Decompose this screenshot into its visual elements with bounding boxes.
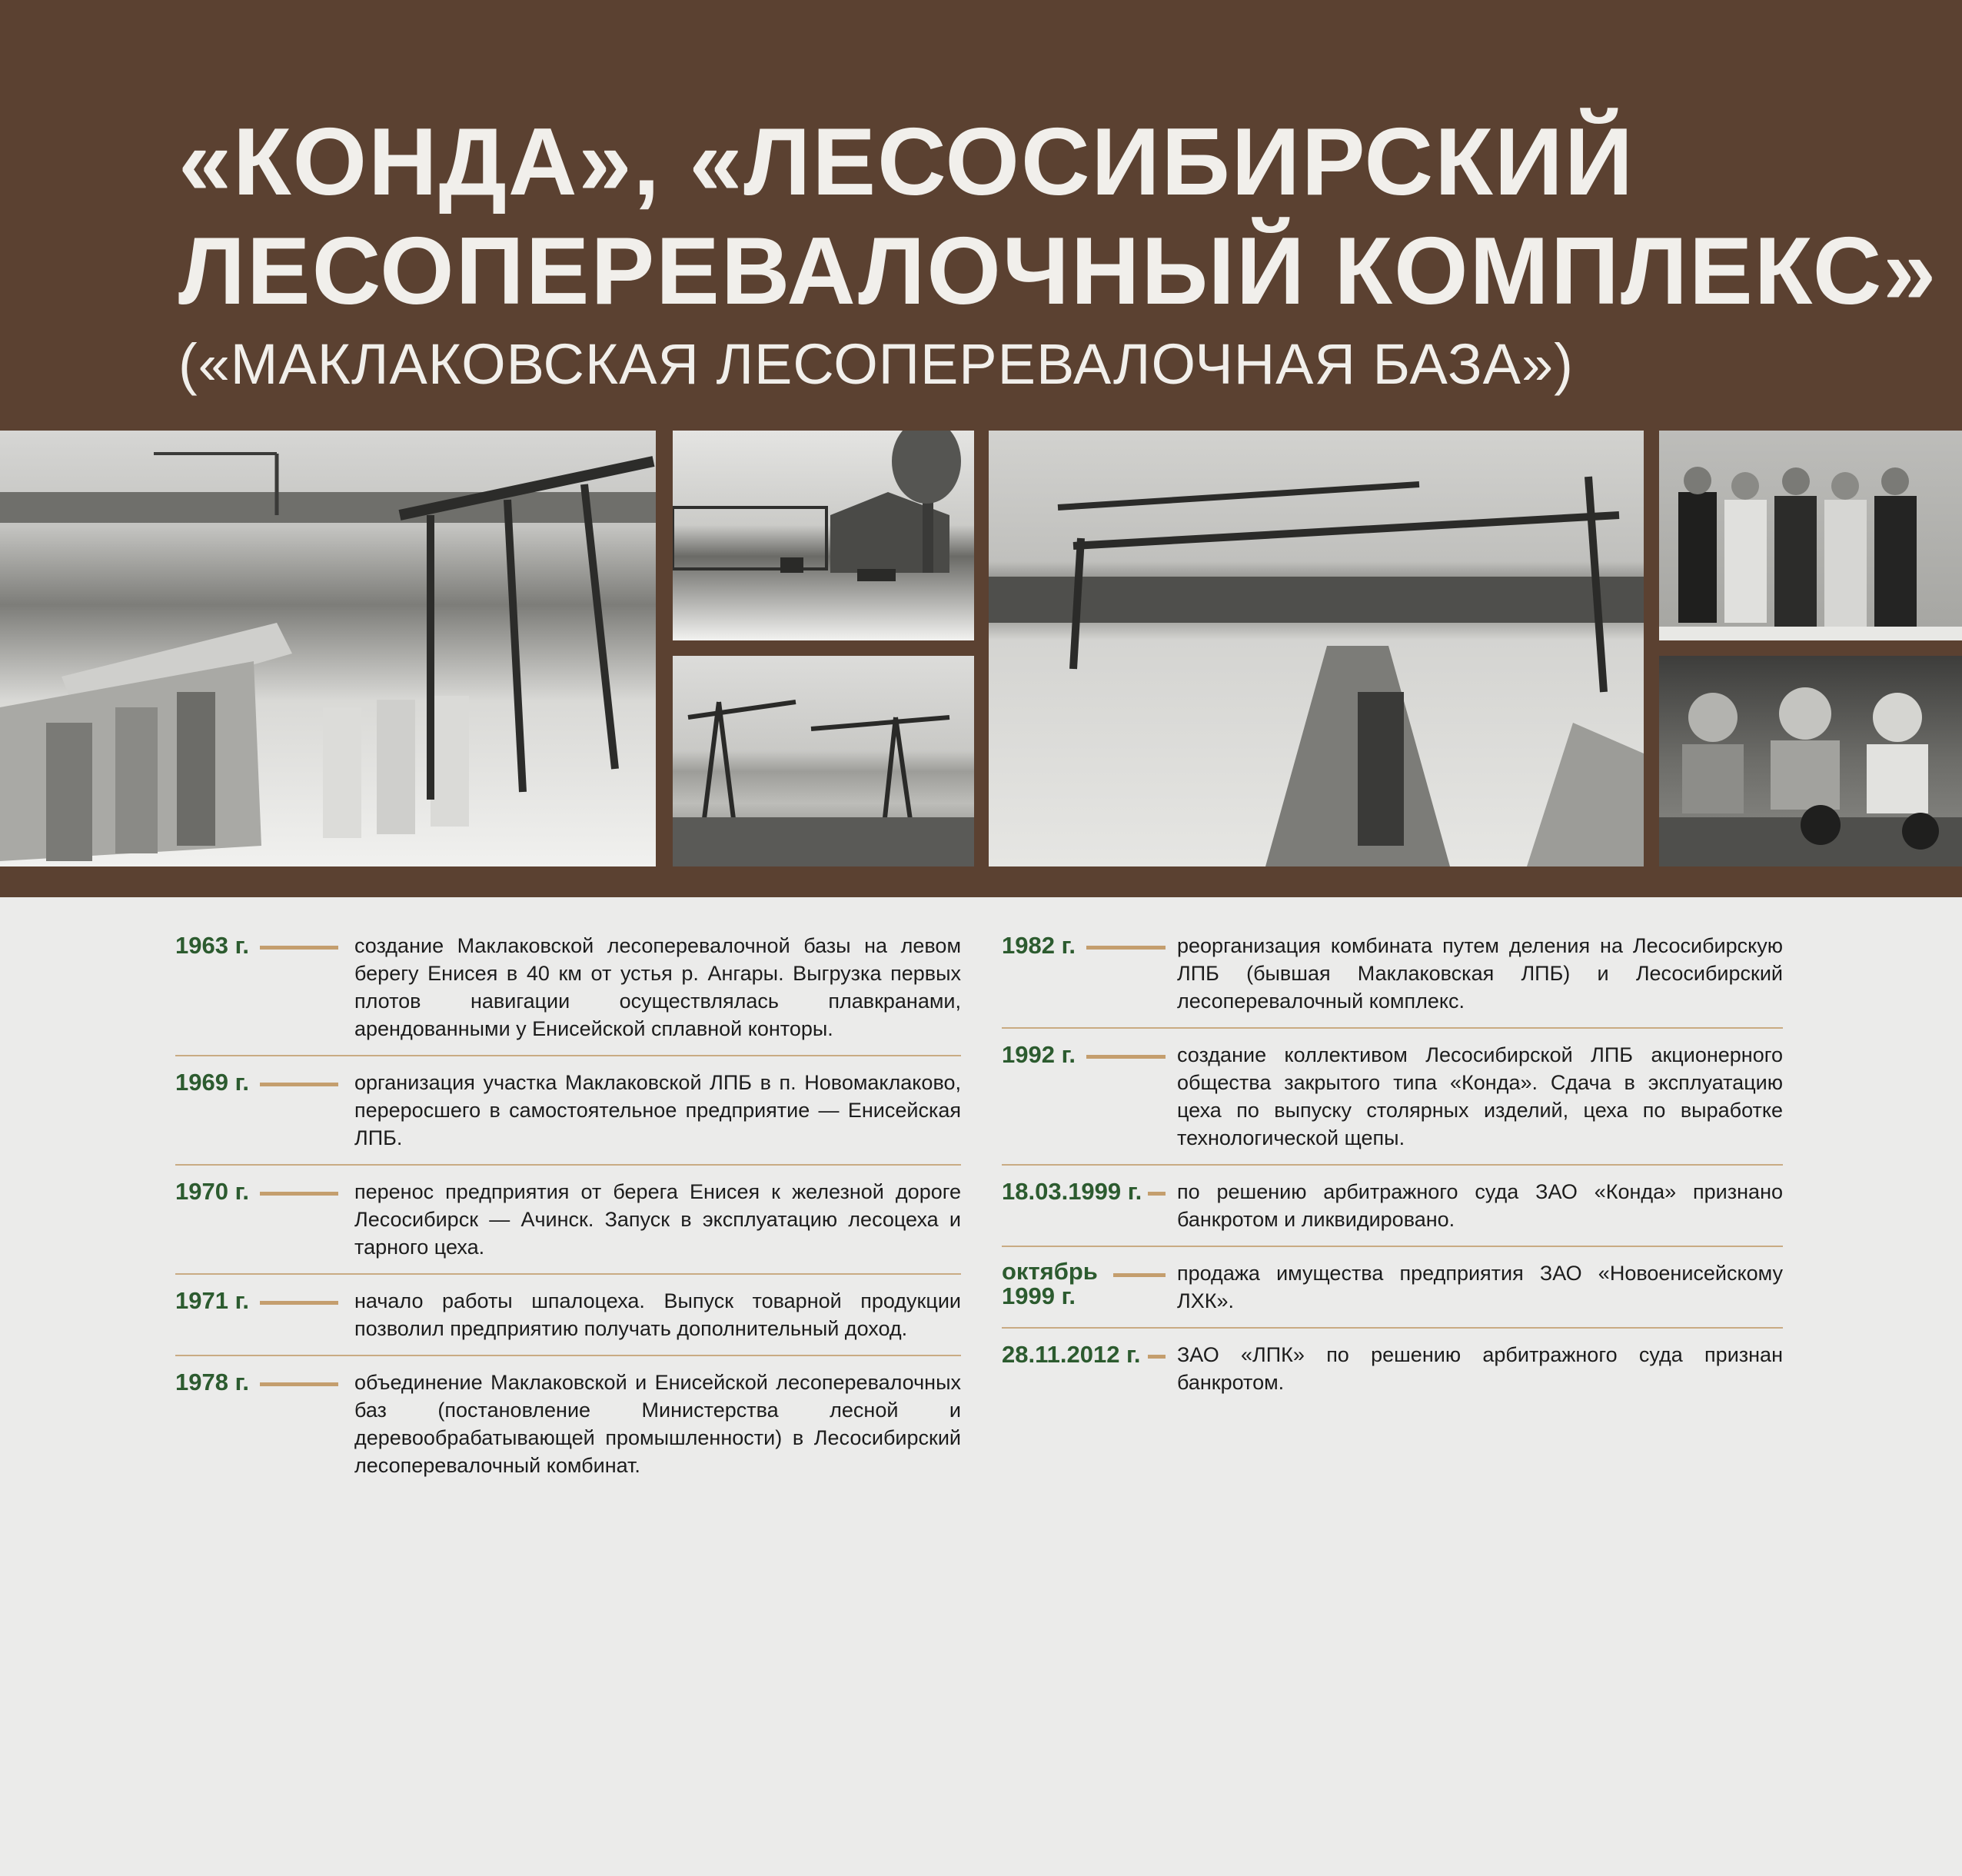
timeline-connector [1148, 1192, 1166, 1196]
timeline-year-line-1: октябрь [1002, 1258, 1098, 1285]
timeline-text: по решению арбитражного суда ЗАО «Конда» признано банкротом и ликвидировано. [1177, 1180, 1783, 1231]
timeline-year-line-2: 1999 г. [1002, 1282, 1076, 1309]
timeline-text: перенос предприятия от берега Енисея к железной дороге Лесосибирск — Ачинск. Запуск в эксплуатацию лесоцеха и тарного цеха. [354, 1180, 961, 1259]
timeline-year: 1971 г. [175, 1287, 249, 1314]
title-line-2: ЛЕСОПЕРЕВАЛОЧНЫЙ КОМПЛЕКС» [178, 218, 1938, 324]
timeline-entry [175, 1275, 961, 1355]
timeline-connector [260, 946, 338, 950]
photo-winter-road [673, 431, 974, 640]
timeline-entry [175, 1056, 961, 1164]
timeline-year: 1970 г. [175, 1178, 249, 1205]
timeline-right-column [1002, 923, 1783, 1409]
timeline-year: 1969 г. [175, 1069, 249, 1096]
timeline-year: 1992 г. [1002, 1041, 1076, 1068]
timeline-year: 1982 г. [1002, 932, 1076, 959]
timeline-year [1002, 1259, 1098, 1309]
timeline-connector [260, 1083, 338, 1086]
photo-river-cranes [673, 656, 974, 866]
timeline-year: 18.03.1999 г. [1002, 1178, 1142, 1205]
timeline-connector [1113, 1273, 1166, 1277]
timeline-text: начало работы шпалоцеха. Выпуск товарной продукции позволил предприятию получать дополнительный доход. [354, 1289, 961, 1340]
timeline-text: реорганизация комбината путем деления на Лесосибирскую ЛПБ (бывшая Маклаковская ЛПБ) и Лесосибирский лесоперевалочный комплекс. [1177, 934, 1783, 1013]
timeline-text: создание коллективом Лесосибирской ЛПБ акционерного общества закрытого типа «Конда». Сдача в эксплуатацию цеха по выпуску столярных изделий, цеха по выработке технологической щепы. [1177, 1043, 1783, 1149]
photo-workshop-women [1659, 656, 1962, 866]
timeline-entry [1002, 923, 1783, 1027]
timeline-text: продажа имущества предприятия ЗАО «Новоенисейскому ЛХК». [1177, 1262, 1783, 1312]
timeline-text: объединение Маклаковской и Енисейской лесоперевалочных баз (постановление Министерства лесной и деревообрабатывающей промышленности) в Лесосибирский лесоперевалочный комбинат. [354, 1371, 961, 1477]
timeline-entry [175, 923, 961, 1055]
timeline-year: 1963 г. [175, 932, 249, 959]
timeline-entry [175, 1166, 961, 1273]
timeline-entry [1002, 1029, 1783, 1164]
timeline-text: организация участка Маклаковской ЛПБ в п. Новомаклаково, переросшего в самостоятельное предприятие — Енисейская ЛПБ. [354, 1071, 961, 1149]
header-banner [0, 0, 1962, 897]
timeline-left-column [175, 923, 961, 1492]
timeline-connector [1148, 1355, 1166, 1359]
timeline-connector [260, 1192, 338, 1196]
timeline-text: ЗАО «ЛПК» по решению арбитражного суда признан банкротом. [1177, 1343, 1783, 1394]
timeline-text: создание Маклаковской лесоперевалочной базы на левом берегу Енисея в 40 км от устья р. Ангары. Выгрузка первых плотов навигации осуществлялась плавкранами, арендованными у Енисейской сплавной конторы. [354, 934, 961, 1040]
photo-timber-stacks [0, 431, 656, 866]
timeline-connector [1086, 946, 1166, 950]
timeline-connector [1086, 1055, 1166, 1059]
timeline-connector [260, 1382, 338, 1386]
timeline-entry [1002, 1166, 1783, 1246]
timeline-year: 28.11.2012 г. [1002, 1341, 1141, 1368]
page-title [178, 108, 1937, 326]
page-subtitle: («МАКЛАКОВСКАЯ ЛЕСОПЕРЕВАЛОЧНАЯ БАЗА») [178, 332, 1574, 396]
timeline-connector [260, 1301, 338, 1305]
timeline-entry [1002, 1247, 1783, 1327]
photo-group-portrait [1659, 431, 1962, 640]
timeline-entry [175, 1356, 961, 1492]
timeline-entry [1002, 1329, 1783, 1409]
photo-timber-yard [989, 431, 1644, 866]
title-line-1: «КОНДА», «ЛЕСОСИБИРСКИЙ [178, 109, 1635, 215]
timeline-year: 1978 г. [175, 1369, 249, 1395]
